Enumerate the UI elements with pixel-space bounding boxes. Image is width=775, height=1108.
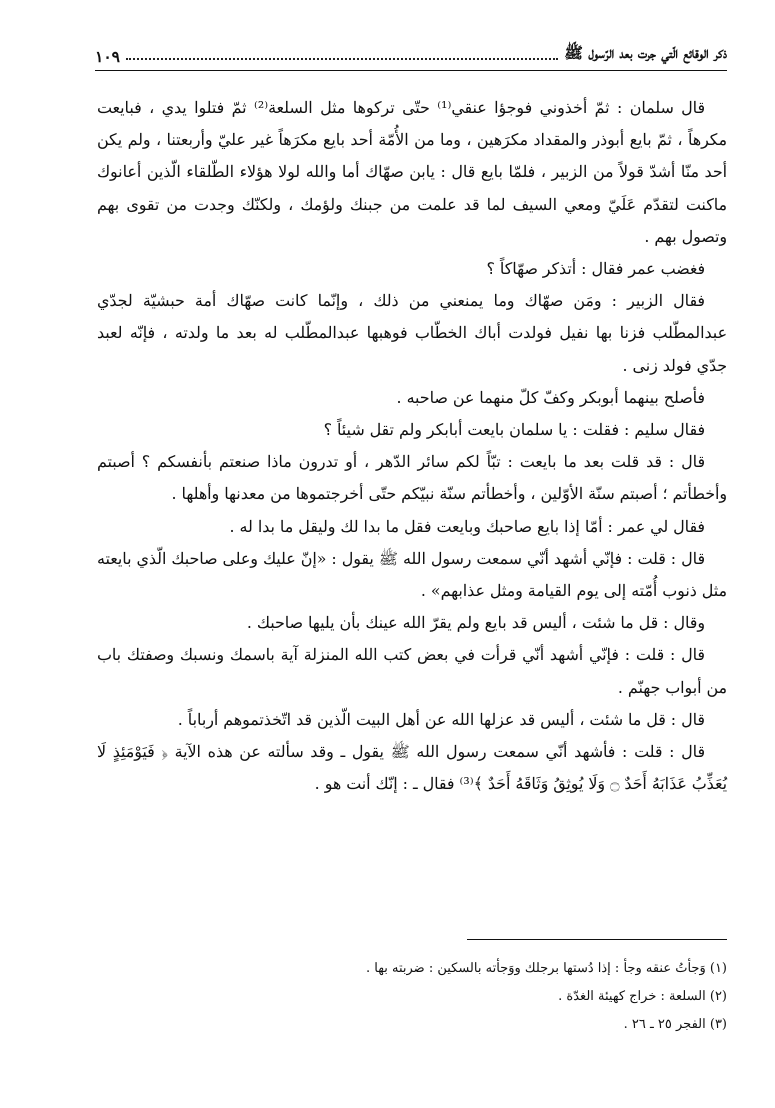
paragraph: فأصلح بينهما أبوبكر وكفّ كلّ منهما عن صاحبه . [396, 387, 705, 407]
running-header-title: ذكر الوقائع الّتي جرت بعد الرّسول ﷺ [564, 43, 727, 62]
paragraph: قال : قلت : فأشهد أنّي سمعت رسول الله ﷺ يقول ـ وقد سألته عن هذه الآية ﴿ فَيَوْمَئِذٍ لَا يُعَذِّبُ عَذَابَهُ أَحَدٌ ۝ وَلَا يُوثِقُ وَثَاقَهُ أَحَدٌ ﴾⁽³⁾ فقال ـ : إنّك أنت هو . [97, 742, 727, 794]
paragraph: فقال لي عمر : أمّا إذا بايع صاحبك وبايعت فقل ما بدا لك وليقل ما بدا له . [229, 516, 705, 536]
paragraph: فقال سليم : فقلت : يا سلمان بايعت أبابكر ولم تقل شيئاً ؟ [323, 420, 705, 440]
paragraph: قال : قل ما شئت ، أليس قد عزلها الله عن أهل البيت الّذين قد اتّخذتموهم أرباباً . [177, 709, 705, 729]
paragraph: فغضب عمر فقال : أتذكر صهّاكاً ؟ [486, 259, 705, 279]
footnote: (٢) السلعة : خراج كهيئة الغدّة . [558, 989, 727, 1004]
running-header [95, 38, 727, 66]
footnotes [97, 955, 727, 1039]
header-rule [95, 70, 727, 71]
footnote-separator [467, 939, 727, 940]
main-text [97, 92, 727, 800]
paragraph: فقال الزبير : ومَن صهّاك وما يمنعني من ذلك ، وإنّما كانت صهّاك أمة حبشيّة لجدّي عبدالمطّلب فزنا بها نفيل فولدت أباك الخطّاب فوهبها عبدالمطّلب له بعد ما ولدته ، فإنّه لعبد جدّي فولد زنى . [97, 291, 727, 375]
paragraph: قال سلمان : ثمّ أخذوني فوجؤا عنقي⁽¹⁾ حتّى تركوها مثل السلعة⁽²⁾ ثمّ فتلوا يدي ، فبايعت مكرهاً ، ثمّ بايع أبوذر والمقداد مكرَهين ، وما من الأُمّة أحد بايع مكرَهاً غير عليّ وأربعتنا ، ولم يكن أحد منّا أشدّ قولاً من الزبير ، فلمّا بايع قال : يابن صهّاك أما والله لولا هؤلاء الطّلقاء الّذين أعانوك ماكنت لتقدّم عَلَيّ ومعي السيف لما قد علمت من جبنك ولؤمك ، ولكنّك وجدت من تقوى بهم وتصول بهم . [97, 98, 727, 246]
paragraph: قال : قلت : فإنّي أشهد أنّي سمعت رسول الله ﷺ يقول : «إنّ عليك وعلى صاحبك الّذي بايعته مثل ذنوب أُمّته إلى يوم القيامة ومثل عذابهم» . [97, 548, 727, 601]
paragraph: قال : قلت : فإنّي أشهد أنّي قرأت في بعض كتب الله المنزلة آية باسمك ونسبك وصفتك باب من أبواب جهنّم . [97, 645, 727, 697]
page-number: ١٠٩ [95, 47, 120, 66]
paragraph: وقال : قل ما شئت ، أليس قد بايع ولم يقرّ الله عينك بأن يليها صاحبك . [246, 613, 705, 633]
leader-dots [126, 58, 558, 60]
footnote: (١) وَجأتُ عنقه وجأ : إذا دُستها برجلك ووَجأته بالسكين : ضربته بها . [366, 961, 727, 976]
paragraph: قال : قد قلت بعد ما بايعت : تبّاً لكم سائر الدّهر ، أو تدرون ماذا صنعتم بأنفسكم ؟ أصبتم وأخطأتم ؛ أصبتم سنّة الأوّلين ، وأخطأتم سنّة نبيّكم حتّى أخرجتموها من معدنها وأهلها . [97, 452, 727, 504]
footnote: (٣) الفجر ٢٥ ـ ٢٦ . [623, 1017, 727, 1032]
